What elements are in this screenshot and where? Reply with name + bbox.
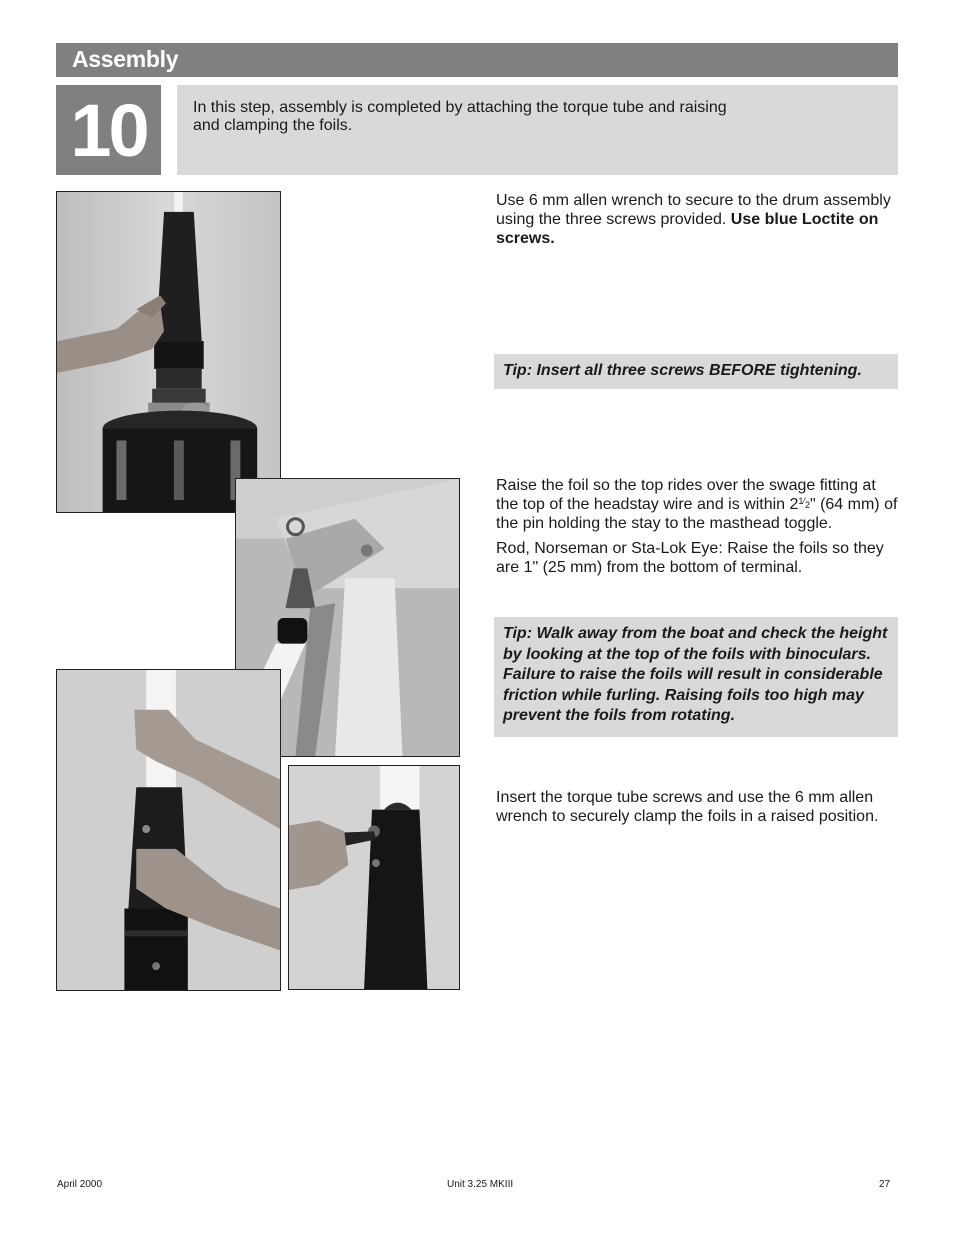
- photo-torque-tube-drum: [56, 191, 281, 513]
- tip-binoculars-text: Tip: Walk away from the boat and check the height by looking at the top of the foils with binoculars. Failure to raise the foils will result in considerable friction while furling. Raising foils too high may prevent the foils from rotating.: [503, 625, 888, 724]
- instruction-clamp-foils: Insert the torque tube screws and use the 6 mm allen wrench to securely clamp the foils in a raised position.: [496, 789, 879, 825]
- step-number: 10: [70, 88, 147, 172]
- tip-box-screws: [494, 354, 898, 389]
- footer-date: April 2000: [57, 1179, 103, 1190]
- instruction-eye-terminal: Rod, Norseman or Sta-Lok Eye: Raise the foils so they are 1" (25 mm) from the bottom of terminal.: [496, 540, 884, 576]
- photo-raise-foils: [56, 669, 281, 991]
- instruction-raise-foil-text-cont: " (64 mm) of the pin holding the stay to the masthead toggle.: [496, 496, 898, 532]
- footer-unit: Unit 3.25 MKIII: [447, 1179, 514, 1190]
- fraction-numerator: 1: [798, 496, 804, 506]
- photo-allen-wrench-clamp: [288, 765, 460, 990]
- section-title: Assembly: [72, 46, 179, 72]
- footer-page-number: 27: [879, 1179, 891, 1190]
- loctite-warning: Use blue Loctite on screws.: [496, 211, 879, 247]
- intro-box: [177, 85, 898, 175]
- instruction-raise-foil-text: Raise the foil so the top rides over the swage fitting at the top of the headstay wire and is within 2: [496, 477, 876, 513]
- instruction-raise-foil: [496, 476, 898, 533]
- tip-screws-text: Tip: Insert all three screws BEFORE tightening.: [503, 362, 862, 379]
- step-number-box: [56, 85, 161, 175]
- intro-text: In this step, assembly is completed by attaching the torque tube and raising and clamping the foils.: [193, 99, 727, 134]
- fraction-denominator: 2: [804, 500, 810, 510]
- instruction-secure-screws-text: Use 6 mm allen wrench to secure to the drum assembly using the three screws provided.: [496, 192, 891, 228]
- instruction-secure-screws: [496, 191, 898, 248]
- section-header-bar: [56, 43, 898, 77]
- tip-box-binoculars: [494, 617, 898, 737]
- fraction-half: 1⁄2: [798, 496, 810, 510]
